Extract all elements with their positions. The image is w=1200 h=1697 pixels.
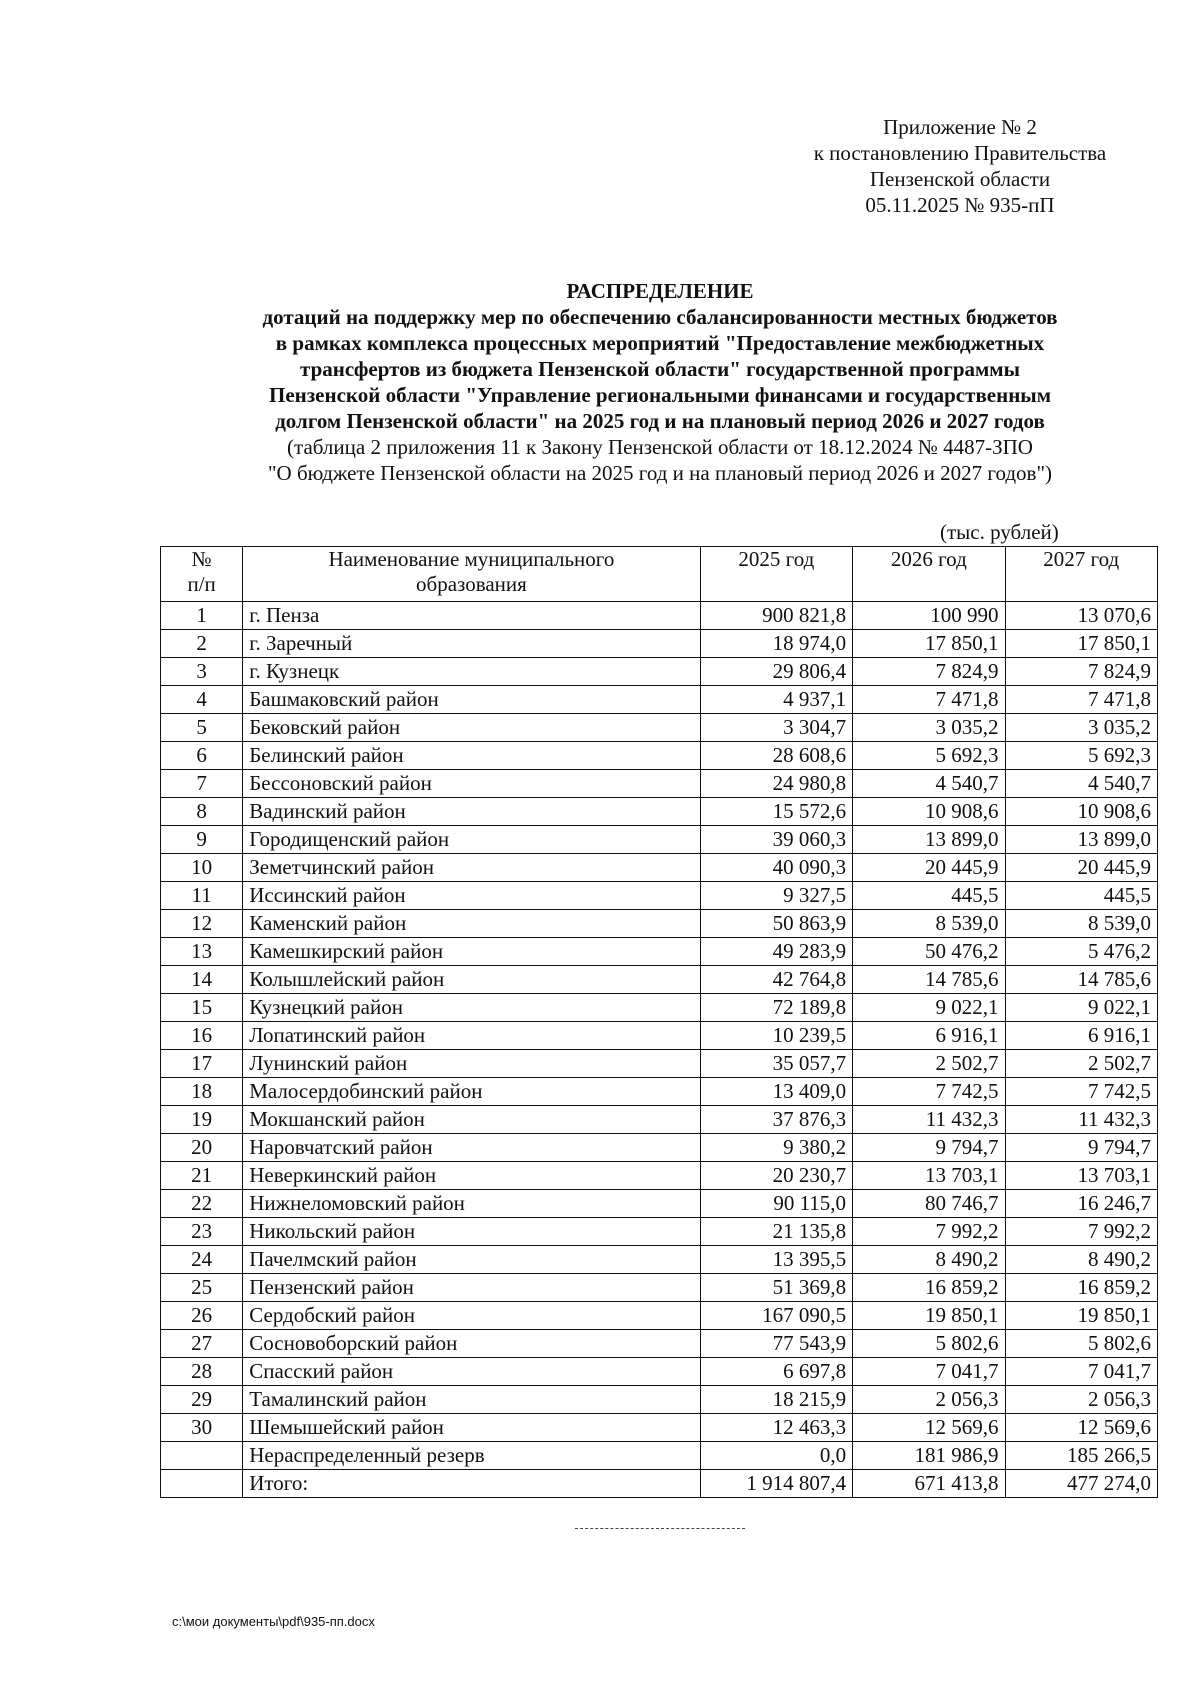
value-2027: 12 569,6 (1005, 1414, 1157, 1442)
value-2027: 19 850,1 (1005, 1302, 1157, 1330)
end-divider (575, 1528, 745, 1529)
table-row (161, 770, 1158, 798)
value-2027: 8 490,2 (1005, 1246, 1157, 1274)
value-2025: 6 697,8 (700, 1358, 852, 1386)
table-row (161, 966, 1158, 994)
value-2025: 49 283,9 (700, 938, 852, 966)
table-header-row (161, 547, 1158, 602)
value-2026: 2 502,7 (853, 1050, 1005, 1078)
row-number: 6 (161, 742, 243, 770)
value-2025: 12 463,3 (700, 1414, 852, 1442)
row-number: 18 (161, 1078, 243, 1106)
value-2026: 7 471,8 (853, 686, 1005, 714)
value-2026: 13 899,0 (853, 826, 1005, 854)
municipality-name: г. Кузнецк (243, 658, 700, 686)
value-2027: 6 916,1 (1005, 1022, 1157, 1050)
row-number: 8 (161, 798, 243, 826)
row-number: 23 (161, 1218, 243, 1246)
value-2026: 17 850,1 (853, 630, 1005, 658)
value-2027: 16 246,7 (1005, 1190, 1157, 1218)
row-number: 15 (161, 994, 243, 1022)
appendix-region: Пензенской области (869, 167, 1051, 191)
table-row (161, 1414, 1158, 1442)
table-row (161, 854, 1158, 882)
document-note-line: "О бюджете Пензенской области на 2025 год и на плановый период 2026 и 2027 годов") (267, 461, 1053, 485)
value-2027: 5 692,3 (1005, 742, 1157, 770)
row-number: 26 (161, 1302, 243, 1330)
document-note-line: (таблица 2 приложения 11 к Закону Пензенской области от 18.12.2024 № 4487-ЗПО (287, 435, 1033, 459)
table-row (161, 714, 1158, 742)
value-2025: 0,0 (700, 1442, 852, 1470)
table-row (161, 1218, 1158, 1246)
row-number: 19 (161, 1106, 243, 1134)
value-2025: 4 937,1 (700, 686, 852, 714)
municipality-name: Кузнецкий район (243, 994, 700, 1022)
row-number: 24 (161, 1246, 243, 1274)
table-row (161, 994, 1158, 1022)
value-2027: 13 703,1 (1005, 1162, 1157, 1190)
municipality-name: Бессоновский район (243, 770, 700, 798)
row-number: 27 (161, 1330, 243, 1358)
document-heading (160, 278, 1160, 486)
row-number: 16 (161, 1022, 243, 1050)
value-2026: 13 703,1 (853, 1162, 1005, 1190)
table-row (161, 1246, 1158, 1274)
table-row (161, 1106, 1158, 1134)
row-number: 11 (161, 882, 243, 910)
document-subtitle-line: в рамках комплекса процессных мероприятий "Предоставление межбюджетных (275, 331, 1045, 355)
row-number: 25 (161, 1274, 243, 1302)
value-2026: 2 056,3 (853, 1386, 1005, 1414)
row-number: 14 (161, 966, 243, 994)
municipality-name: Камешкирский район (243, 938, 700, 966)
value-2026: 9 022,1 (853, 994, 1005, 1022)
value-2025: 24 980,8 (700, 770, 852, 798)
value-2027: 4 540,7 (1005, 770, 1157, 798)
table-row (161, 686, 1158, 714)
table-row (161, 1134, 1158, 1162)
row-number (161, 1470, 243, 1498)
municipality-name: Никольский район (243, 1218, 700, 1246)
value-2026: 8 490,2 (853, 1246, 1005, 1274)
municipality-name: Лунинский район (243, 1050, 700, 1078)
units-label: (тыс. рублей) (940, 520, 1059, 544)
table-row (161, 1330, 1158, 1358)
municipality-name: Тамалинский район (243, 1386, 700, 1414)
row-number: 12 (161, 910, 243, 938)
value-2027: 7 041,7 (1005, 1358, 1157, 1386)
municipality-name: Пензенский район (243, 1274, 700, 1302)
value-2027: 2 056,3 (1005, 1386, 1157, 1414)
table-row (161, 1050, 1158, 1078)
municipality-name: Вадинский район (243, 798, 700, 826)
table-row (161, 910, 1158, 938)
value-2027: 20 445,9 (1005, 854, 1157, 882)
value-2025: 9 327,5 (700, 882, 852, 910)
value-2025: 72 189,8 (700, 994, 852, 1022)
municipality-name: Шемышейский район (243, 1414, 700, 1442)
value-2026: 181 986,9 (853, 1442, 1005, 1470)
municipality-name: Нижнеломовский район (243, 1190, 700, 1218)
value-2026: 445,5 (853, 882, 1005, 910)
table-row (161, 1274, 1158, 1302)
value-2026: 12 569,6 (853, 1414, 1005, 1442)
municipality-name: г. Заречный (243, 630, 700, 658)
value-2026: 20 445,9 (853, 854, 1005, 882)
value-2025: 18 974,0 (700, 630, 852, 658)
value-2025: 3 304,7 (700, 714, 852, 742)
document-subtitle-line: долгом Пензенской области" на 2025 год и на плановый период 2026 и 2027 годов (275, 409, 1045, 433)
value-2025: 20 230,7 (700, 1162, 852, 1190)
row-number: 22 (161, 1190, 243, 1218)
table-row (161, 1022, 1158, 1050)
value-2026: 19 850,1 (853, 1302, 1005, 1330)
row-number: 21 (161, 1162, 243, 1190)
row-number: 10 (161, 854, 243, 882)
value-2025: 13 409,0 (700, 1078, 852, 1106)
value-2025: 9 380,2 (700, 1134, 852, 1162)
table-row (161, 938, 1158, 966)
municipality-name: Городищенский район (243, 826, 700, 854)
row-number: 2 (161, 630, 243, 658)
value-2025: 15 572,6 (700, 798, 852, 826)
value-2027: 9 794,7 (1005, 1134, 1157, 1162)
value-2026: 8 539,0 (853, 910, 1005, 938)
municipality-name: Итого: (243, 1470, 700, 1498)
municipality-name: Земетчинский район (243, 854, 700, 882)
table-row (161, 826, 1158, 854)
value-2025: 28 608,6 (700, 742, 852, 770)
value-2025: 90 115,0 (700, 1190, 852, 1218)
municipality-name: Бековский район (243, 714, 700, 742)
table-row (161, 658, 1158, 686)
row-number: 17 (161, 1050, 243, 1078)
value-2025: 900 821,8 (700, 602, 852, 630)
table-body (161, 602, 1158, 1498)
table-row (161, 882, 1158, 910)
value-2027: 7 471,8 (1005, 686, 1157, 714)
municipality-name: Каменский район (243, 910, 700, 938)
table-row (161, 1078, 1158, 1106)
value-2026: 9 794,7 (853, 1134, 1005, 1162)
municipality-name: Пачелмский район (243, 1246, 700, 1274)
value-2026: 11 432,3 (853, 1106, 1005, 1134)
value-2025: 21 135,8 (700, 1218, 852, 1246)
municipality-name: Иссинский район (243, 882, 700, 910)
value-2025: 37 876,3 (700, 1106, 852, 1134)
value-2026: 3 035,2 (853, 714, 1005, 742)
value-2025: 167 090,5 (700, 1302, 852, 1330)
municipality-name: г. Пенза (243, 602, 700, 630)
row-number: 3 (161, 658, 243, 686)
value-2025: 40 090,3 (700, 854, 852, 882)
value-2025: 13 395,5 (700, 1246, 852, 1274)
row-number: 30 (161, 1414, 243, 1442)
row-number: 29 (161, 1386, 243, 1414)
header-municipality: Наименование муниципального образования (243, 547, 700, 602)
table-row (161, 630, 1158, 658)
value-2025: 39 060,3 (700, 826, 852, 854)
document-subtitle-line: трансфертов из бюджета Пензенской области" государственной программы (300, 357, 1020, 381)
value-2026: 7 824,9 (853, 658, 1005, 686)
header-2025: 2025 год (700, 547, 852, 602)
header-2026: 2026 год (853, 547, 1005, 602)
value-2026: 50 476,2 (853, 938, 1005, 966)
table-row (161, 798, 1158, 826)
value-2025: 10 239,5 (700, 1022, 852, 1050)
value-2027: 17 850,1 (1005, 630, 1157, 658)
value-2026: 16 859,2 (853, 1274, 1005, 1302)
value-2027: 5 802,6 (1005, 1330, 1157, 1358)
municipality-name: Мокшанский район (243, 1106, 700, 1134)
table-row (161, 1162, 1158, 1190)
value-2027: 185 266,5 (1005, 1442, 1157, 1470)
row-number: 4 (161, 686, 243, 714)
value-2025: 18 215,9 (700, 1386, 852, 1414)
municipality-name: Наровчатский район (243, 1134, 700, 1162)
document-subtitle-line: дотаций на поддержку мер по обеспечению сбалансированности местных бюджетов (262, 305, 1058, 329)
municipality-name: Малосердобинский район (243, 1078, 700, 1106)
value-2026: 10 908,6 (853, 798, 1005, 826)
value-2027: 9 022,1 (1005, 994, 1157, 1022)
table-row (161, 1358, 1158, 1386)
value-2027: 14 785,6 (1005, 966, 1157, 994)
value-2026: 7 041,7 (853, 1358, 1005, 1386)
table-row (161, 1386, 1158, 1414)
municipality-name: Нераспределенный резерв (243, 1442, 700, 1470)
table-row (161, 1470, 1158, 1498)
value-2025: 50 863,9 (700, 910, 852, 938)
table-row (161, 1442, 1158, 1470)
row-number: 5 (161, 714, 243, 742)
row-number: 13 (161, 938, 243, 966)
municipality-name: Сосновоборский район (243, 1330, 700, 1358)
municipality-name: Белинский район (243, 742, 700, 770)
row-number: 7 (161, 770, 243, 798)
value-2025: 1 914 807,4 (700, 1470, 852, 1498)
value-2026: 7 742,5 (853, 1078, 1005, 1106)
header-number: № п/п (161, 547, 243, 602)
value-2027: 5 476,2 (1005, 938, 1157, 966)
municipality-name: Неверкинский район (243, 1162, 700, 1190)
value-2027: 2 502,7 (1005, 1050, 1157, 1078)
document-subtitle-line: Пензенской области "Управление региональными финансами и государственным (268, 383, 1051, 407)
value-2026: 4 540,7 (853, 770, 1005, 798)
value-2027: 477 274,0 (1005, 1470, 1157, 1498)
value-2027: 13 899,0 (1005, 826, 1157, 854)
header-2027: 2027 год (1005, 547, 1157, 602)
row-number: 20 (161, 1134, 243, 1162)
value-2026: 7 992,2 (853, 1218, 1005, 1246)
municipality-name: Сердобский район (243, 1302, 700, 1330)
appendix-date-number: 05.11.2025 № 935-пП (865, 193, 1055, 217)
appendix-block (760, 114, 1160, 218)
value-2027: 10 908,6 (1005, 798, 1157, 826)
municipality-name: Лопатинский район (243, 1022, 700, 1050)
value-2027: 7 824,9 (1005, 658, 1157, 686)
municipality-name: Спасский район (243, 1358, 700, 1386)
appendix-decree-ref: к постановлению Правительства (813, 141, 1107, 165)
row-number: 1 (161, 602, 243, 630)
appendix-number: Приложение № 2 (883, 115, 1037, 139)
table-row (161, 1302, 1158, 1330)
value-2026: 5 692,3 (853, 742, 1005, 770)
value-2025: 42 764,8 (700, 966, 852, 994)
document-title: РАСПРЕДЕЛЕНИЕ (566, 279, 754, 303)
value-2027: 445,5 (1005, 882, 1157, 910)
row-number: 28 (161, 1358, 243, 1386)
row-number (161, 1442, 243, 1470)
municipality-name: Башмаковский район (243, 686, 700, 714)
value-2025: 29 806,4 (700, 658, 852, 686)
value-2027: 11 432,3 (1005, 1106, 1157, 1134)
value-2027: 16 859,2 (1005, 1274, 1157, 1302)
value-2026: 14 785,6 (853, 966, 1005, 994)
value-2025: 51 369,8 (700, 1274, 852, 1302)
table-row (161, 742, 1158, 770)
value-2026: 5 802,6 (853, 1330, 1005, 1358)
file-path-footer: c:\мои документы\pdf\935-пп.docx (172, 1614, 375, 1629)
municipality-name: Колышлейский район (243, 966, 700, 994)
row-number: 9 (161, 826, 243, 854)
value-2025: 77 543,9 (700, 1330, 852, 1358)
value-2027: 13 070,6 (1005, 602, 1157, 630)
value-2026: 671 413,8 (853, 1470, 1005, 1498)
value-2027: 7 992,2 (1005, 1218, 1157, 1246)
table-row (161, 1190, 1158, 1218)
distribution-table (160, 546, 1158, 1498)
value-2027: 8 539,0 (1005, 910, 1157, 938)
value-2026: 80 746,7 (853, 1190, 1005, 1218)
value-2027: 3 035,2 (1005, 714, 1157, 742)
value-2027: 7 742,5 (1005, 1078, 1157, 1106)
value-2026: 6 916,1 (853, 1022, 1005, 1050)
value-2026: 100 990 (853, 602, 1005, 630)
value-2025: 35 057,7 (700, 1050, 852, 1078)
table-row (161, 602, 1158, 630)
